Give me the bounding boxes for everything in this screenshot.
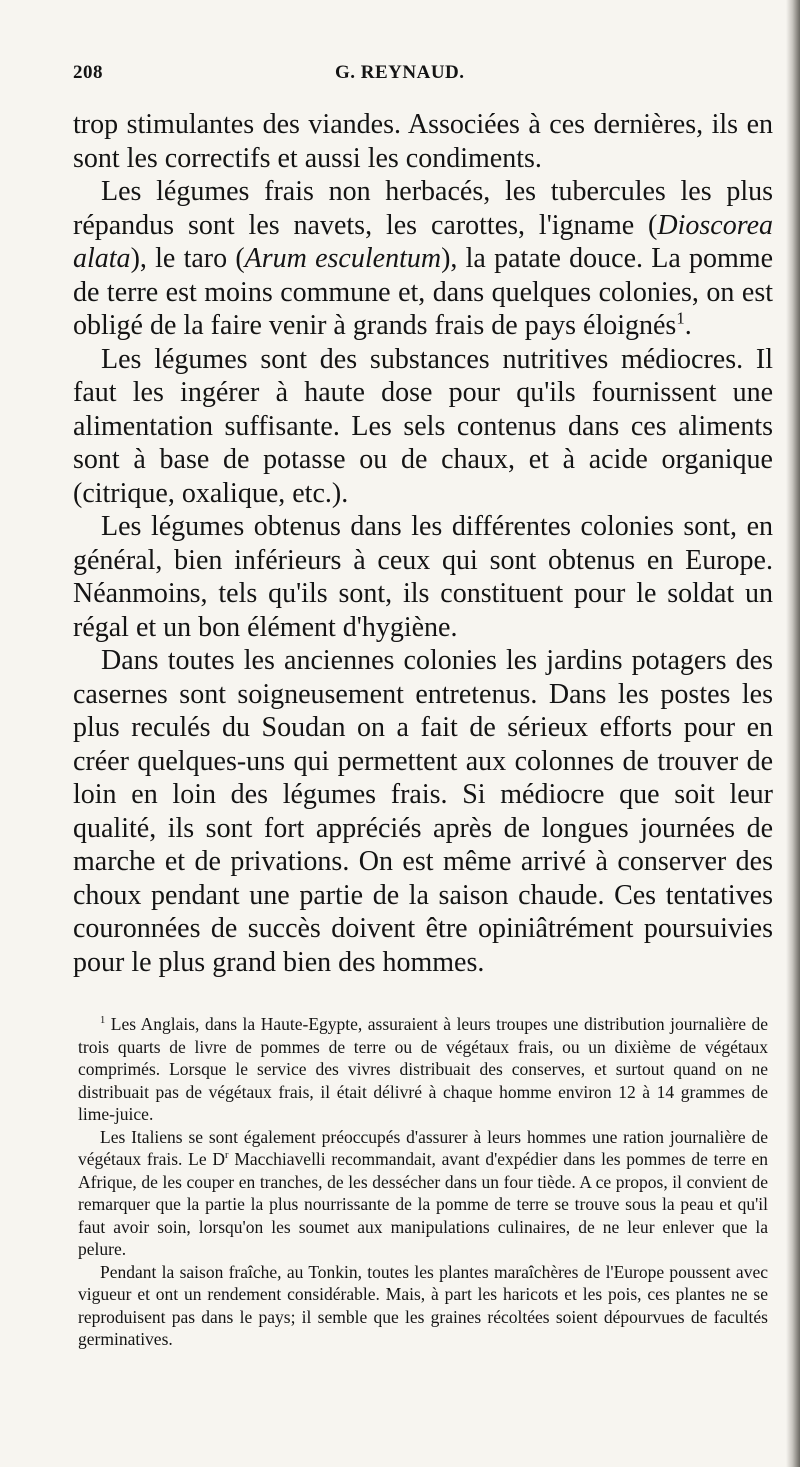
paragraph-1: trop stimulantes des viandes. Associées à ces dernières, ils en sont les correctifs et aussi les condiments. [73, 109, 773, 174]
paragraph-5: Dans toutes les anciennes colonies les jardins potagers des casernes sont soigneusement entretenus. Dans les postes les plus reculés du Soudan on a fait de sérieux efforts pour en créer quelques-uns qui permettent aux colonnes de trouver de loin en loin des légumes frais. Si médiocre que soit leur qualité, ils sont fort appréciés après de longues journées de marche et de privations. On est même arrivé à conserver des choux pendant une partie de la saison chaude. Ces tentatives couronnées de succès doivent être opiniâtrément poursuivies pour le plus grand bien des hommes. [73, 645, 773, 978]
footnotes [78, 1013, 768, 1351]
paragraph-3: Les légumes sont des substances nutritives médiocres. Il faut les ingérer à haute dose pour qu'ils fournissent une alimentation suffisante. Les sels contenus dans ces aliments sont à base de potasse ou de chaux, et à acide organique (citrique, oxalique, etc.). [73, 343, 773, 509]
footnote-1: $^1$ Les Anglais, dans la Haute-Egypte, assuraient à leurs troupes une distribution journalière de trois quarts de livre de pommes de terre ou de végétaux frais, ou un dixième de végétaux comprimés. Lorsque le service des vivres distribuait des conserves, et surtout quand on ne distribuait pas de végétaux frais, il était délivré à chaque homme environ 12 à 14 grammes de lime-juice. [78, 1014, 769, 1124]
scientific-name-arum: Arum esculentum [244, 243, 442, 274]
book-page [73, 52, 773, 979]
footnote-1-continued-tonkin: Pendant la saison fraîche, au Tonkin, toutes les plantes maraîchères de l'Europe poussent avec vigueur et ont un rendement considérable. Mais, à part les haricots et les pois, ces plantes ne se reproduisent pas dans le pays; il semble que les graines récoltées soient dépourvues de facultés germinatives. [78, 1261, 768, 1349]
footnote-marker-1: 1 [100, 1015, 106, 1027]
main-text [73, 108, 773, 979]
scientific-name-dioscorea: Dioscorea alata [73, 209, 773, 274]
page-edge-shadow [786, 0, 800, 1467]
running-head [73, 52, 773, 86]
paragraph-2: Les légumes frais non herbacés, les tubercules les plus répandus sont les navets, les carottes, l'igname (Dioscorea alata), le taro (Arum esculentum), la patate douce. La pomme de terre est moins commune et, dans quelques colonies, on est obligé de la faire venir à grands frais de pays éloignés$^1$. [73, 176, 773, 341]
footnote-ref-1[interactable]: 1 [676, 308, 685, 328]
running-head-author: G. REYNAUD. [335, 62, 465, 83]
paragraph-4: Les légumes obtenus dans les différentes colonies sont, en général, bien inférieurs à ceux qui sont obtenus en Europe. Néanmoins, tels qu'ils sont, ils constituent pour le soldat un régal et un bon élément d'hygiène. [73, 511, 773, 643]
footnote-1-continued-italians: Les Italiens se sont également préoccupés d'assurer à leurs hommes une ration journalière de végétaux frais. Le $D^r$ Macchiavelli recommandait, avant d'expédier dans les pommes de terre en Afrique, de les couper en tranches, de les dessécher dans un four tiède. A ce propos, il convient de remarquer que la partie la plus nourrissante de la pomme de terre se trouve sous la peau et qu'il faut avoir soin, lorsqu'on les soumet aux manipulations culinaires, de ne leur enlever que la pelure. [78, 1126, 769, 1259]
page-number: 208 [73, 62, 103, 83]
